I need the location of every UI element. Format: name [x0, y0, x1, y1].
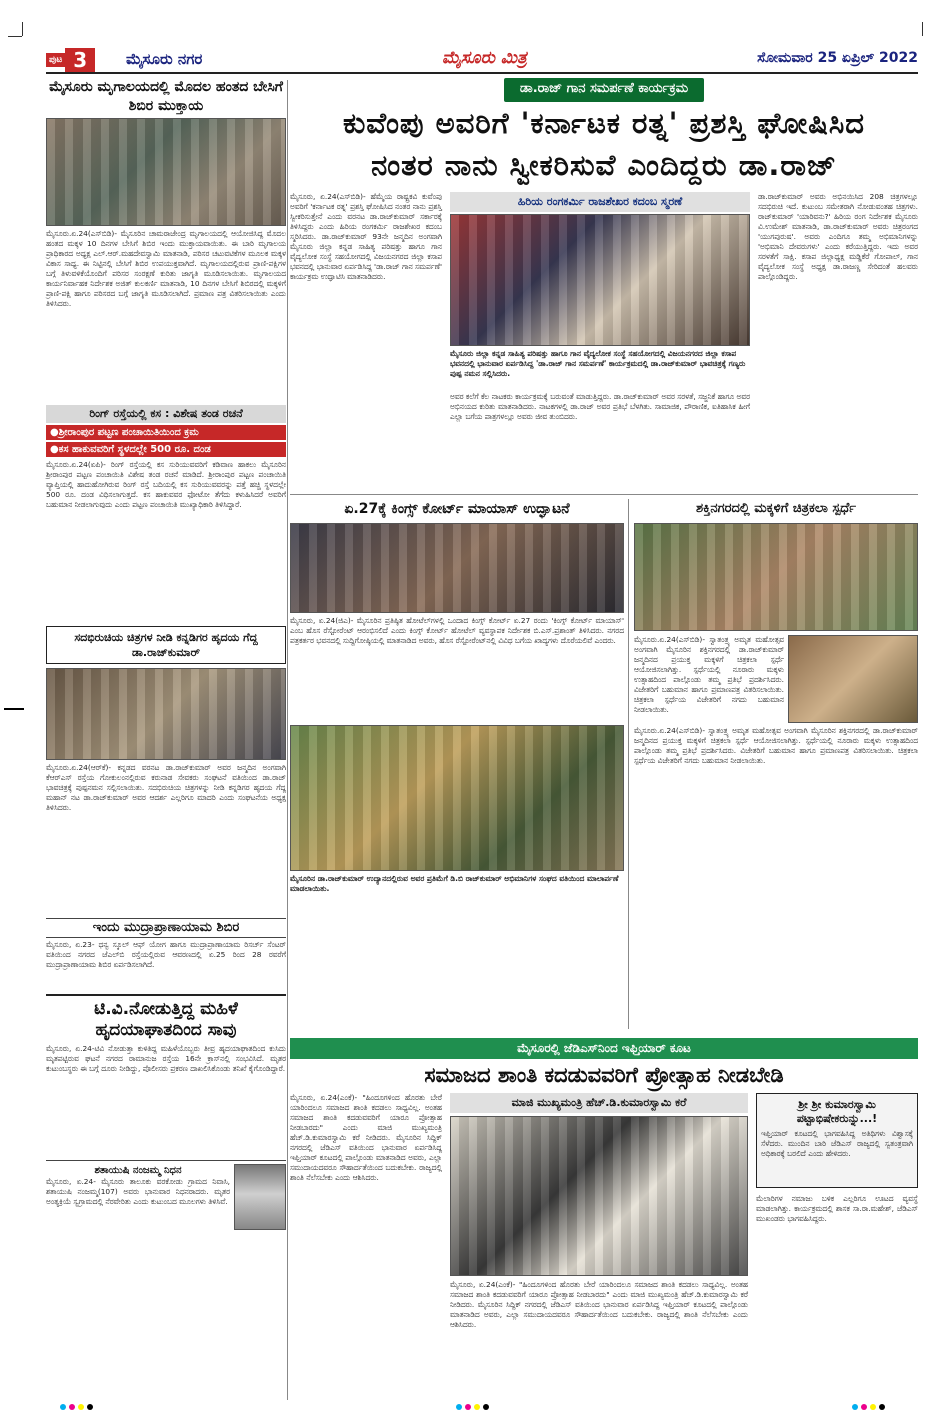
main-subhead: ಹಿರಿಯ ರಂಗಕರ್ಮಿ ರಾಜಶೇಖರ ಕದಂಬ ಸ್ಮರಣೆ	[450, 192, 750, 212]
iftar-headline: ಸಮಾಜದ ಶಾಂತಿ ಕದಡುವವರಿಗೆ ಪ್ರೋತ್ಸಾಹ ನೀಡಬೇಡಿ	[424, 1063, 784, 1087]
iftar-photo	[450, 1116, 748, 1276]
woman-death-text: ಮೈಸೂರು, ಏ.24-ಟಿವಿ ನೋಡುತ್ತಾ ಕುಳಿತಿದ್ದ ಮಹಿಳೆಯೊಬ್ಬರು ತೀವ್ರ ಹೃದಯಾಘಾತದಿಂದ ಕುಸಿದು ಮೃತಪಟ್ಟಿರುವ ಘಟನೆ ನಗರದ ರಾಮಾನುಜ ರಸ್ತೆಯ 16ನೇ ಕ್ರಾಸ್‌ನಲ್ಲಿ ಸಂಭವಿಸಿದೆ. ಮೃತರ ಕುಟುಂಬಸ್ಥರು ಈ ಬಗ್ಗೆ ದೂರು ನೀಡಿದ್ದು, ಪೊಲೀಸರು ಪ್ರಕರಣ ದಾಖಲಿಸಿಕೊಂಡು ತನಿಖೆ ಕೈಗೊಂಡಿದ್ದಾರೆ.	[46, 1044, 286, 1073]
statue-garland-photo	[290, 725, 624, 871]
woman-death-headline: ಟಿ.ವಿ.ನೋಡುತ್ತಿದ್ದ ಮಹಿಳೆ ಹೃದಯಾಘಾತದಿಂದ ಸಾವು	[46, 994, 286, 1041]
pattabhisheka-text: ಇಫ್ತಿಯಾರ್ ಕೂಟದಲ್ಲಿ ಭಾಗವಹಿಸಿದ್ದ ಅತಿಥಿಗಳು ವಿಶ್ವಾಸಕ್ಕೆ ಸೆಳೆದರು. ಮುಂದಿನ ಬಾರಿ ಜೆಡಿಎಸ್ ರಾಜ್ಯದಲ್ಲಿ ಸ್ವತಂತ್ರವಾಗಿ ಅಧಿಕಾರಕ್ಕೆ ಬರಲಿದೆ ಎಂದು ಹೇಳಿದರು.	[761, 1129, 913, 1158]
program-banner	[290, 78, 918, 102]
column-rule	[628, 499, 629, 1029]
left-column	[46, 78, 286, 1269]
color-registration-center	[456, 1404, 489, 1412]
masthead	[46, 46, 918, 74]
main-article	[290, 78, 918, 1423]
art-competition-headline: ಶಕ್ತಿನಗರದಲ್ಲಿ ಮಕ್ಕಳಿಗೆ ಚಿತ್ರಕಲಾ ಸ್ಪರ್ಧೆ	[696, 501, 856, 516]
main-article-col-4: ಡಾ.ರಾಜ್‌ಕುಮಾರ್ ಅವರು ಅಭಿನಯಿಸಿದ 208 ಚಿತ್ರಗಳಲ್ಲೂ ಸದಭಿರುಚಿ ಇದೆ. ಕುಟುಂಬ ಸಮೇತರಾಗಿ ನೋಡುವಂತಹ ಚಿತ್ರಗಳು. ರಾಜ್‌ಕುಮಾರ್ 'ಯಾರಿವನು?' ಹಿರಿಯ ರಂಗ ನಿರ್ದೇಶಕ ಮೈಸೂರು ವಿ.ಉಮೇಶ್ ಮಾತನಾಡಿ, ಡಾ.ರಾಜ್‌ಕುಮಾರ್ ಅವರು ಚಿತ್ರರಂಗದ 'ಯುಗಪುರುಷ'. ಅವರು ಎಂದಿಗೂ ತಮ್ಮ ಅಭಿಮಾನಿಗಳನ್ನು 'ಅಭಿಮಾನಿ ದೇವರುಗಳು' ಎಂದು ಕರೆಯುತ್ತಿದ್ದರು. ಇದು ಅವರ ಸರಳತೆಗೆ ಸಾಕ್ಷಿ. ಕಸಾಪ ಜಿಲ್ಲಾಧ್ಯಕ್ಷ ಮಡ್ಡಿಕೆರೆ ಗೋಪಾಲ್, ಗಾನ ವೈದ್ಯಲೋಕ ಸಂಸ್ಥೆ ಅಧ್ಯಕ್ಷ ಡಾ.ರಾಜಣ್ಣ ಸೇರಿದಂತೆ ಹಲವರು ಪಾಲ್ಗೊಂಡಿದ್ದರು.	[758, 192, 918, 281]
kings-court-headline: ಏ.27ಕ್ಕೆ ಕಿಂಗ್ಸ್ ಕೋರ್ಟ್ ಮಾಯಾಸ್ ಉದ್ಘಾಟನೆ	[344, 501, 570, 517]
art-competition-story	[634, 499, 918, 976]
ring-road-headline: ರಿಂಗ್ ರಸ್ತೆಯಲ್ಲಿ ಕಸ : ವಿಶೇಷ ತಂಡ ರಚನೆ	[46, 405, 286, 423]
art-competition-text-a: ಮೈಸೂರು.ಏ.24(ಎಸ್‌ಬಿಡಿ)- ಸ್ವಾತಂತ್ರ್ಯ ಅಮೃತ ಮಹೋತ್ಸವ ಅಂಗವಾಗಿ ಮೈಸೂರಿನ ಶಕ್ತಿನಗರದಲ್ಲಿ ಡಾ.ರಾಜ್‌ಕುಮಾರ್ ಜನ್ಮದಿನದ ಪ್ರಯುಕ್ತ ಮಕ್ಕಳಿಗೆ ಚಿತ್ರಕಲಾ ಸ್ಪರ್ಧೆ ಆಯೋಜಿಸಲಾಗಿತ್ತು. ಸ್ಪರ್ಧೆಯಲ್ಲಿ ನೂರಾರು ಮಕ್ಕಳು ಉತ್ಸಾಹದಿಂದ ಪಾಲ್ಗೊಂಡು ತಮ್ಮ ಪ್ರತಿಭೆ ಪ್ರದರ್ಶಿಸಿದರು. ವಿಜೇತರಿಗೆ ಬಹುಮಾನ ಹಾಗೂ ಪ್ರಮಾಣಪತ್ರ ವಿತರಿಸಲಾಯಿತು. ಚಿತ್ರಕಲಾ ಸ್ಪರ್ಧೆಯ ವಿಜೇತರಿಗೆ ನಗದು ಬಹುಮಾನ ನೀಡಲಾಯಿತು.	[634, 635, 784, 714]
iftar-band: ಮೈಸೂರಲ್ಲಿ ಜೆಡಿಎಸ್‌ನಿಂದ ಇಫ್ತಿಯಾರ್ ಕೂಟ	[290, 1038, 918, 1059]
rajkumar-tribute-text: ಮೈಸೂರು.ಏ.24(ಆರ್‌ಕೆ)- ಕನ್ನಡದ ವರನಟ ಡಾ.ರಾಜ್‌ಕುಮಾರ್ ಅವರ ಜನ್ಮದಿನ ಅಂಗವಾಗಿ ಕೆಆರ್‌ಎಸ್ ರಸ್ತೆಯ ಗೋಕುಲಂನಲ್ಲಿರುವ ಕರುನಾಡ ಸೇವಕರು ಸಂಘಟನೆ ವತಿಯಿಂದ ಡಾ.ರಾಜ್ ಭಾವಚಿತ್ರಕ್ಕೆ ಪುಷ್ಪನಮನ ಸಲ್ಲಿಸಲಾಯಿತು. ಸದಭಿರುಚಿಯ ಚಿತ್ರಗಳನ್ನು ನೀಡಿ ಕನ್ನಡಿಗರ ಹೃದಯ ಗೆದ್ದ ಮಹಾನ್ ನಟ ಡಾ.ರಾಜ್‌ಕುಮಾರ್ ಅವರ ಆದರ್ಶ ಎಲ್ಲರಿಗೂ ಮಾದರಿ ಎಂದು ಸಂಘಟನೆಯ ಅಧ್ಯಕ್ಷ ತಿಳಿಸಿದರು.	[46, 763, 286, 812]
main-headline-line-1: ಕುವೆಂಪು ಅವರಿಗೆ 'ಕರ್ನಾಟಕ ರತ್ನ' ಪ್ರಶಸ್ತಿ ಘೋಷಿಸಿದ	[343, 106, 865, 140]
zoo-headline: ಮೈಸೂರು ಮೃಗಾಲಯದಲ್ಲಿ ಮೊದಲ ಹಂತದ ಬೇಸಿಗೆ ಶಿಬಿರ ಮುಕ್ತಾಯ	[49, 79, 283, 114]
statue-photo-caption: ಮೈಸೂರಿನ ಡಾ.ರಾಜ್‌ಕುಮಾರ್ ಉದ್ಯಾನದಲ್ಲಿರುವ ಅವರ ಪ್ರತಿಮೆಗೆ ಡಿ.ಬಿ ರಾಜ್‌ಕುಮಾರ್ ಅಭಿಮಾನಿಗಳ ಸಂಘದ ವತಿಯಿಂದ ಮಾಲಾರ್ಪಣೆ ಮಾಡಲಾಯಿತು.	[290, 874, 619, 893]
main-article-body	[290, 192, 918, 492]
crop-mark	[922, 22, 923, 36]
art-competition-photo-2	[788, 635, 918, 723]
column-rule	[287, 80, 288, 1400]
obituary-text: ಮೈಸೂರು, ಏ.24- ಮೈಸೂರು ತಾಲೂಕು ವರಕೋಡು ಗ್ರಾಮದ ನಿವಾಸಿ, ಶತಾಯುಷಿ ನಂಜಮ್ಮ(107) ಅವರು ಭಾನುವಾರ ನಿಧನರಾದರು. ಮೃತರ ಅಂತ್ಯಕ್ರಿಯೆ ಸ್ವಗ್ರಾಮದಲ್ಲಿ ನೆರವೇರಿತು ಎಂದು ಕುಟುಂಬದ ಮೂಲಗಳು ತಿಳಿಸಿವೆ.	[46, 1177, 230, 1206]
mid-row	[290, 494, 918, 1034]
color-registration-right	[852, 1404, 885, 1412]
main-article-below-photo: ಅವರ ಕಲೆಗೆ ಕೆಲ ನಾಟಕರು ಕಾರ್ಯಕ್ರಮಕ್ಕೆ ಬರುವಂತೆ ಮಾಡುತ್ತಿದ್ದರು. ಡಾ.ರಾಜ್‌ಕುಮಾರ್ ಅವರ ಸರಳತೆ, ಸಜ್ಜನಿಕೆ ಹಾಗೂ ಅವರ ಅಭಿನಯದ ಕುರಿತು ಮಾತನಾಡಿದರು. ನಾಟಕಗಳಲ್ಲಿ ಡಾ.ರಾಜ್ ಅವರ ಪ್ರತಿಭೆ ಬೆಳಗಿತು. ಸಾಮಾಜಿಕ, ಪೌರಾಣಿಕ, ಐತಿಹಾಸಿಕ ಹೀಗೆ ಎಲ್ಲಾ ಬಗೆಯ ಪಾತ್ರಗಳಲ್ಲೂ ಅವರು ಜೀವ ತುಂಬಿದರು.	[450, 392, 750, 421]
kings-court-text: ಮೈಸೂರು, ಏ.24(ಜಿಎ)- ಮೈಸೂರಿನ ಪ್ರತಿಷ್ಠಿತ ಹೋಟೆಲ್‌ಗಳಲ್ಲಿ ಒಂದಾದ ಕಿಂಗ್ಸ್ ಕೋರ್ಟ್ ಏ.27 ರಂದು 'ಕಿಂಗ್ಸ್ ಕೋರ್ಟ್ ಮಾಯಾಸ್' ಎಂಬ ಹೊಸ ರೆಸ್ಟೋರೆಂಟ್ ಆರಂಭಿಸಲಿದೆ ಎಂದು ಕಿಂಗ್ಸ್ ಕೋರ್ಟ್ ಹೋಟೆಲ್ ವ್ಯವಸ್ಥಾಪಕ ನಿರ್ದೇಶಕ ಬಿ.ಎಸ್.ಪ್ರಶಾಂತ್ ತಿಳಿಸಿದರು. ನಗರದ ಪತ್ರಕರ್ತರ ಭವನದಲ್ಲಿ ಸುದ್ದಿಗೋಷ್ಠಿಯಲ್ಲಿ ಮಾತನಾಡಿದ ಅವರು, ಹೊಸ ರೆಸ್ಟೋರೆಂಟ್‌ನಲ್ಲಿ ವಿವಿಧ ಬಗೆಯ ಖಾದ್ಯಗಳು ದೊರೆಯಲಿವೆ ಎಂದರು.	[290, 616, 624, 645]
page-word: ಪುಟ	[46, 53, 65, 67]
obituary-portrait	[234, 1164, 286, 1230]
kings-court-story	[290, 499, 624, 914]
kings-court-photo	[290, 523, 624, 613]
main-photo-caption: ಮೈಸೂರು ಜಿಲ್ಲಾ ಕನ್ನಡ ಸಾಹಿತ್ಯ ಪರಿಷತ್ತು ಹಾಗೂ ಗಾನ ವೈದ್ಯಲೋಕ ಸಂಸ್ಥೆ ಸಹಯೋಗದಲ್ಲಿ ವಿಜಯನಗರದ ಜಿಲ್ಲಾ ಕಸಾಪ ಭವನದಲ್ಲಿ ಭಾನುವಾರ ಏರ್ಪಡಿಸಿದ್ದ 'ಡಾ.ರಾಜ್ ಗಾನ ಸಮರ್ಪಣೆ' ಕಾರ್ಯಕ್ರಮದಲ್ಲಿ ಡಾ.ರಾಜ್‌ಕುಮಾರ್ ಭಾವಚಿತ್ರಕ್ಕೆ ಗಣ್ಯರು ಪುಷ್ಪ ನಮನ ಸಲ್ಲಿಸಿದರು.	[450, 349, 746, 378]
rajkumar-tribute-photo	[46, 668, 286, 760]
pattabhisheka-headline: ಶ್ರೀ ಶ್ರೀ ಕುಮಾರಸ್ವಾಮಿ ಪಟ್ಟಾಭಿಷೇಕರುನ್ನು...!	[796, 1098, 878, 1125]
obituary-block	[46, 1160, 286, 1269]
main-event-photo	[450, 214, 750, 346]
registration-mark	[4, 708, 24, 710]
program-banner-label: ಡಾ.ರಾಜ್ ಗಾನ ಸಮರ್ಪಣೆ ಕಾರ್ಯಕ್ರಮ	[504, 78, 704, 102]
zoo-article-text: ಮೈಸೂರು.ಏ.24(ಎಸ್‌ಬಿಡಿ)- ಮೈಸೂರಿನ ಚಾಮರಾಜೇಂದ್ರ ಮೃಗಾಲಯದಲ್ಲಿ ಆಯೋಜಿಸಿದ್ದ ಮೊದಲ ಹಂತದ ಮಕ್ಕಳ 10 ದಿನಗಳ ಬೇಸಿಗೆ ಶಿಬಿರ ಇಂದು ಮುಕ್ತಾಯವಾಯಿತು. ಈ ಬಾರಿ ಮೃಗಾಲಯ ಪ್ರಾಧಿಕಾರದ ಅಧ್ಯಕ್ಷ ಎಲ್.ಆರ್.ಮಹದೇವಸ್ವಾಮಿ ಮಾತನಾಡಿ, ಪರಿಸರ ಚಟುವಟಿಕೆಗಳ ಮೂಲಕ ಮಕ್ಕಳ ವಿಕಾಸ ಸಾಧ್ಯ. ಈ ನಿಟ್ಟಿನಲ್ಲಿ ಬೇಸಿಗೆ ಶಿಬಿರ ಉಪಯುಕ್ತವಾಗಿದೆ. ಮೃಗಾಲಯದಲ್ಲಿರುವ ಪ್ರಾಣಿ-ಪಕ್ಷಿಗಳ ಬಗ್ಗೆ ತಿಳುವಳಿಕೆಯೊಂದಿಗೆ ಪರಿಸರ ಸಂರಕ್ಷಣೆ ಕುರಿತು ಜಾಗೃತಿ ಮೂಡಿಸಲಾಯಿತು. ಮೃಗಾಲಯದ ಕಾರ್ಯನಿರ್ವಾಹಕ ನಿರ್ದೇಶಕ ಅಜಿತ್ ಕುಲಕರ್ಣಿ ಮಾತನಾಡಿ, 10 ದಿನಗಳ ಬೇಸಿಗೆ ಶಿಬಿರದಲ್ಲಿ ಮಕ್ಕಳಿಗೆ ಪ್ರಾಣಿ-ಪಕ್ಷಿ ಹಾಗೂ ಪರಿಸರದ ಬಗ್ಗೆ ಜಾಗೃತಿ ಮೂಡಿಸಲಾಗಿದೆ. ಪ್ರಮಾಣ ಪತ್ರ ವಿತರಿಸಲಾಯಿತು ಎಂದು ತಿಳಿಸಿದರು.	[46, 229, 286, 308]
obituary-headline: ಶತಾಯುಷಿ ನಂಜಮ್ಮ ನಿಧನ	[94, 1165, 182, 1176]
newspaper-name: ಮೈಸೂರು ಮಿತ್ರ	[442, 48, 527, 68]
yoga-camp-headline: ಇಂದು ಮುದ್ರಾಪ್ರಾಣಾಯಾಮ ಶಿಬಿರ	[46, 918, 286, 938]
crop-mark	[22, 22, 23, 36]
ring-road-sub-1: ●ಶ್ರೀರಾಂಪುರ ಪಟ್ಟಣ ಪಂಚಾಯಿತಿಯಿಂದ ಕ್ರಮ	[46, 425, 286, 440]
art-competition-text: ಮೈಸೂರು.ಏ.24(ಎಸ್‌ಬಿಡಿ)- ಸ್ವಾತಂತ್ರ್ಯ ಅಮೃತ ಮಹೋತ್ಸವ ಅಂಗವಾಗಿ ಮೈಸೂರಿನ ಶಕ್ತಿನಗರದಲ್ಲಿ ಡಾ.ರಾಜ್‌ಕುಮಾರ್ ಜನ್ಮದಿನದ ಪ್ರಯುಕ್ತ ಮಕ್ಕಳಿಗೆ ಚಿತ್ರಕಲಾ ಸ್ಪರ್ಧೆ ಆಯೋಜಿಸಲಾಗಿತ್ತು. ಸ್ಪರ್ಧೆಯಲ್ಲಿ ನೂರಾರು ಮಕ್ಕಳು ಉತ್ಸಾಹದಿಂದ ಪಾಲ್ಗೊಂಡು ತಮ್ಮ ಪ್ರತಿಭೆ ಪ್ರದರ್ಶಿಸಿದರು. ವಿಜೇತರಿಗೆ ಬಹುಮಾನ ಹಾಗೂ ಪ್ರಮಾಣಪತ್ರ ವಿತರಿಸಲಾಯಿತು. ಚಿತ್ರಕಲಾ ಸ್ಪರ್ಧೆಯ ವಿಜೇತರಿಗೆ ನಗದು ಬಹುಮಾನ ನೀಡಲಾಯಿತು.	[634, 726, 918, 765]
rajkumar-tribute-headline: ಸದಭಿರುಚಿಯ ಚಿತ್ರಗಳ ನೀಡಿ ಕನ್ನಡಿಗರ ಹೃದಯ ಗೆದ್ದ ಡಾ.ರಾಜ್‌ಕುಮಾರ್	[46, 626, 286, 664]
ring-road-sub-2: ●ಕಸ ಹಾಕುವವರಿಗೆ ಸ್ಥಳದಲ್ಲೇ 500 ರೂ. ದಂಡ	[46, 442, 286, 457]
iftar-text-col-4: ಮೆಲಾರಿಗಳ ನಮಾಜು ಬಳಿಕ ಎಲ್ಲರಿಗೂ ಊಟದ ವ್ಯವಸ್ಥೆ ಮಾಡಲಾಗಿತ್ತು. ಕಾರ್ಯಕ್ರಮದಲ್ಲಿ ಶಾಸಕ ಸಾ.ರಾ.ಮಹೇಶ್, ಜೆಡಿಎಸ್ ಮುಖಂಡರು ಭಾಗವಹಿಸಿದ್ದರು.	[756, 1194, 918, 1223]
pattabhisheka-box	[756, 1093, 918, 1188]
color-registration-left	[60, 1404, 93, 1412]
zoo-camp-photo	[46, 118, 286, 226]
iftar-text-col-2: ಮೈಸೂರು, ಏ.24(ಎಂಕೆ)- "ಹಿಂದೂಗಳಿಂದ ಹೊರತು ಬೇರೆ ಯಾರಿಂದಲೂ ಸಮಾಜದ ಶಾಂತಿ ಕದಡಲು ಸಾಧ್ಯವಿಲ್ಲ. ಅಂತಹ ಸಮಾಜದ ಶಾಂತಿ ಕದಡುವವರಿಗೆ ಯಾರೂ ಪ್ರೋತ್ಸಾಹ ನೀಡಬಾರದು" ಎಂದು ಮಾಜಿ ಮುಖ್ಯಮಂತ್ರಿ ಹೆಚ್.ಡಿ.ಕುಮಾರಸ್ವಾಮಿ ಕರೆ ನೀಡಿದರು. ಮೈಸೂರಿನ ಸಿದ್ದಿಕ್ ನಗರದಲ್ಲಿ ಜೆಡಿಎಸ್ ವತಿಯಿಂದ ಭಾನುವಾರ ಏರ್ಪಡಿಸಿದ್ದ ಇಫ್ತಿಯಾರ್ ಕೂಟದಲ್ಲಿ ಪಾಲ್ಗೊಂಡು ಮಾತನಾಡಿದ ಅವರು, ಎಲ್ಲಾ ಸಮುದಾಯದವರೂ ಸೌಹಾರ್ದತೆಯಿಂದ ಬದುಕಬೇಕು. ರಾಜ್ಯದಲ್ಲಿ ಶಾಂತಿ ನೆಲೆಸಬೇಕು ಎಂದು ಆಶಿಸಿದರು.	[450, 1280, 748, 1329]
yoga-camp-text: ಮೈಸೂರು, ಏ.23- ಧನ್ವ ಸ್ಕೂಲ್ ಆಫ್ ಯೋಗ ಹಾಗೂ ಮುದ್ರಾಪ್ರಾಣಾಯಾಮ ರಿಸರ್ಚ್ ಸೆಂಟರ್ ವತಿಯಿಂದ ನಗರದ ಜೆಎಲ್‌ಬಿ ರಸ್ತೆಯಲ್ಲಿರುವ ಆವರಣದಲ್ಲಿ ಏ.25 ರಿಂದ 28 ರವರೆಗೆ ಮುದ್ರಾಪ್ರಾಣಾಯಾಮ ಶಿಬಿರ ಏರ್ಪಡಿಸಲಾಗಿದೆ.	[46, 940, 286, 969]
art-competition-photo-1	[634, 523, 918, 631]
section-name: ಮೈಸೂರು ನಗರ	[126, 50, 203, 68]
iftar-story	[290, 1038, 918, 1423]
issue-date: ಸೋಮವಾರ 25 ಏಪ್ರಿಲ್ 2022	[757, 50, 918, 66]
main-article-col-1: ಮೈಸೂರು, ಏ.24(ಎಸ್‌ಬಿಡಿ)- ಹೆಮ್ಮೆಯ ರಾಷ್ಟ್ರಕವಿ ಕುವೆಂಪು ಅವರಿಗೆ 'ಕರ್ನಾಟಕ ರತ್ನ' ಪ್ರಶಸ್ತಿ ಘೋಷಿಸಿದ ನಂತರ ನಾನು ಪ್ರಶಸ್ತಿ ಸ್ವೀಕರಿಸುತ್ತೇನೆ ಎಂದು ವರನಟ ಡಾ.ರಾಜ್‌ಕುಮಾರ್ ಸರ್ಕಾರಕ್ಕೆ ತಿಳಿಸಿದ್ದರು ಎಂದು ಹಿರಿಯ ರಂಗಕರ್ಮಿ ರಾಜಶೇಖರ ಕದಂಬ ಸ್ಮರಿಸಿದರು. ಡಾ.ರಾಜ್‌ಕುಮಾರ್ 93ನೇ ಜನ್ಮದಿನ ಅಂಗವಾಗಿ ಮೈಸೂರು ಜಿಲ್ಲಾ ಕನ್ನಡ ಸಾಹಿತ್ಯ ಪರಿಷತ್ತು ಹಾಗೂ ಗಾನ ವೈದ್ಯಲೋಕ ಸಂಸ್ಥೆ ಸಹಯೋಗದಲ್ಲಿ ವಿಜಯನಗರದ ಜಿಲ್ಲಾ ಕಸಾಪ ಭವನದಲ್ಲಿ ಭಾನುವಾರ ಏರ್ಪಡಿಸಿದ್ದ 'ಡಾ.ರಾಜ್ ಗಾನ ಸಮರ್ಪಣೆ' ಕಾರ್ಯಕ್ರಮ ಉದ್ಘಾಟಿಸಿ ಮಾತನಾಡಿದರು.	[290, 192, 442, 281]
page-number: 3	[65, 48, 95, 72]
page-badge	[46, 48, 95, 72]
crop-mark	[8, 36, 22, 37]
iftar-text-col-1: ಮೈಸೂರು, ಏ.24(ಎಂಕೆ)- "ಹಿಂದೂಗಳಿಂದ ಹೊರತು ಬೇರೆ ಯಾರಿಂದಲೂ ಸಮಾಜದ ಶಾಂತಿ ಕದಡಲು ಸಾಧ್ಯವಿಲ್ಲ. ಅಂತಹ ಸಮಾಜದ ಶಾಂತಿ ಕದಡುವವರಿಗೆ ಯಾರೂ ಪ್ರೋತ್ಸಾಹ ನೀಡಬಾರದು" ಎಂದು ಮಾಜಿ ಮುಖ್ಯಮಂತ್ರಿ ಹೆಚ್.ಡಿ.ಕುಮಾರಸ್ವಾಮಿ ಕರೆ ನೀಡಿದರು. ಮೈಸೂರಿನ ಸಿದ್ದಿಕ್ ನಗರದಲ್ಲಿ ಜೆಡಿಎಸ್ ವತಿಯಿಂದ ಭಾನುವಾರ ಏರ್ಪಡಿಸಿದ್ದ ಇಫ್ತಿಯಾರ್ ಕೂಟದಲ್ಲಿ ಪಾಲ್ಗೊಂಡು ಮಾತನಾಡಿದ ಅವರು, ಎಲ್ಲಾ ಸಮುದಾಯದವರೂ ಸೌಹಾರ್ದತೆಯಿಂದ ಬದುಕಬೇಕು. ರಾಜ್ಯದಲ್ಲಿ ಶಾಂತಿ ನೆಲೆಸಬೇಕು ಎಂದು ಆಶಿಸಿದರು.	[290, 1093, 442, 1182]
main-headline-line-2: ನಂತರ ನಾನು ಸ್ವೀಕರಿಸುವೆ ಎಂದಿದ್ದರು ಡಾ.ರಾಜ್	[371, 148, 837, 182]
iftar-subhead: ಮಾಜಿ ಮುಖ್ಯಮಂತ್ರಿ ಹೆಚ್.ಡಿ.ಕುಮಾರಸ್ವಾಮಿ ಕರೆ	[450, 1093, 748, 1113]
ring-road-text: ಮೈಸೂರು.ಏ.24(ಏಪಿ)- ರಿಂಗ್ ರಸ್ತೆಯಲ್ಲಿ ಕಸ ಸುರಿಯುವವರಿಗೆ ಕಡಿವಾಣ ಹಾಕಲು ಮೈಸೂರಿನ ಶ್ರೀರಾಂಪುರ ಪಟ್ಟಣ ಪಂಚಾಯಿತಿ ವಿಶೇಷ ತಂಡ ರಚನೆ ಮಾಡಿದೆ. ಶ್ರೀರಾಂಪುರ ಪಟ್ಟಣ ಪಂಚಾಯಿತಿ ವ್ಯಾಪ್ತಿಯಲ್ಲಿ ಹಾದುಹೋಗಿರುವ ರಿಂಗ್ ರಸ್ತೆ ಬದಿಯಲ್ಲಿ ಕಸ ಸುರಿಯುವವರನ್ನು ಪತ್ತೆ ಹಚ್ಚಿ ಸ್ಥಳದಲ್ಲೇ 500 ರೂ. ದಂಡ ವಿಧಿಸಲಾಗುತ್ತದೆ. ಕಸ ಹಾಕುವವರ ಫೋಟೋ ತೆಗೆದು ಕಳುಹಿಸಿದರೆ ಅವರಿಗೆ ಬಹುಮಾನ ನೀಡಲಾಗುವುದು ಎಂದು ಪಟ್ಟಣ ಪಂಚಾಯಿತಿ ಮುಖ್ಯಾಧಿಕಾರಿ ತಿಳಿಸಿದ್ದಾರೆ.	[46, 460, 286, 509]
